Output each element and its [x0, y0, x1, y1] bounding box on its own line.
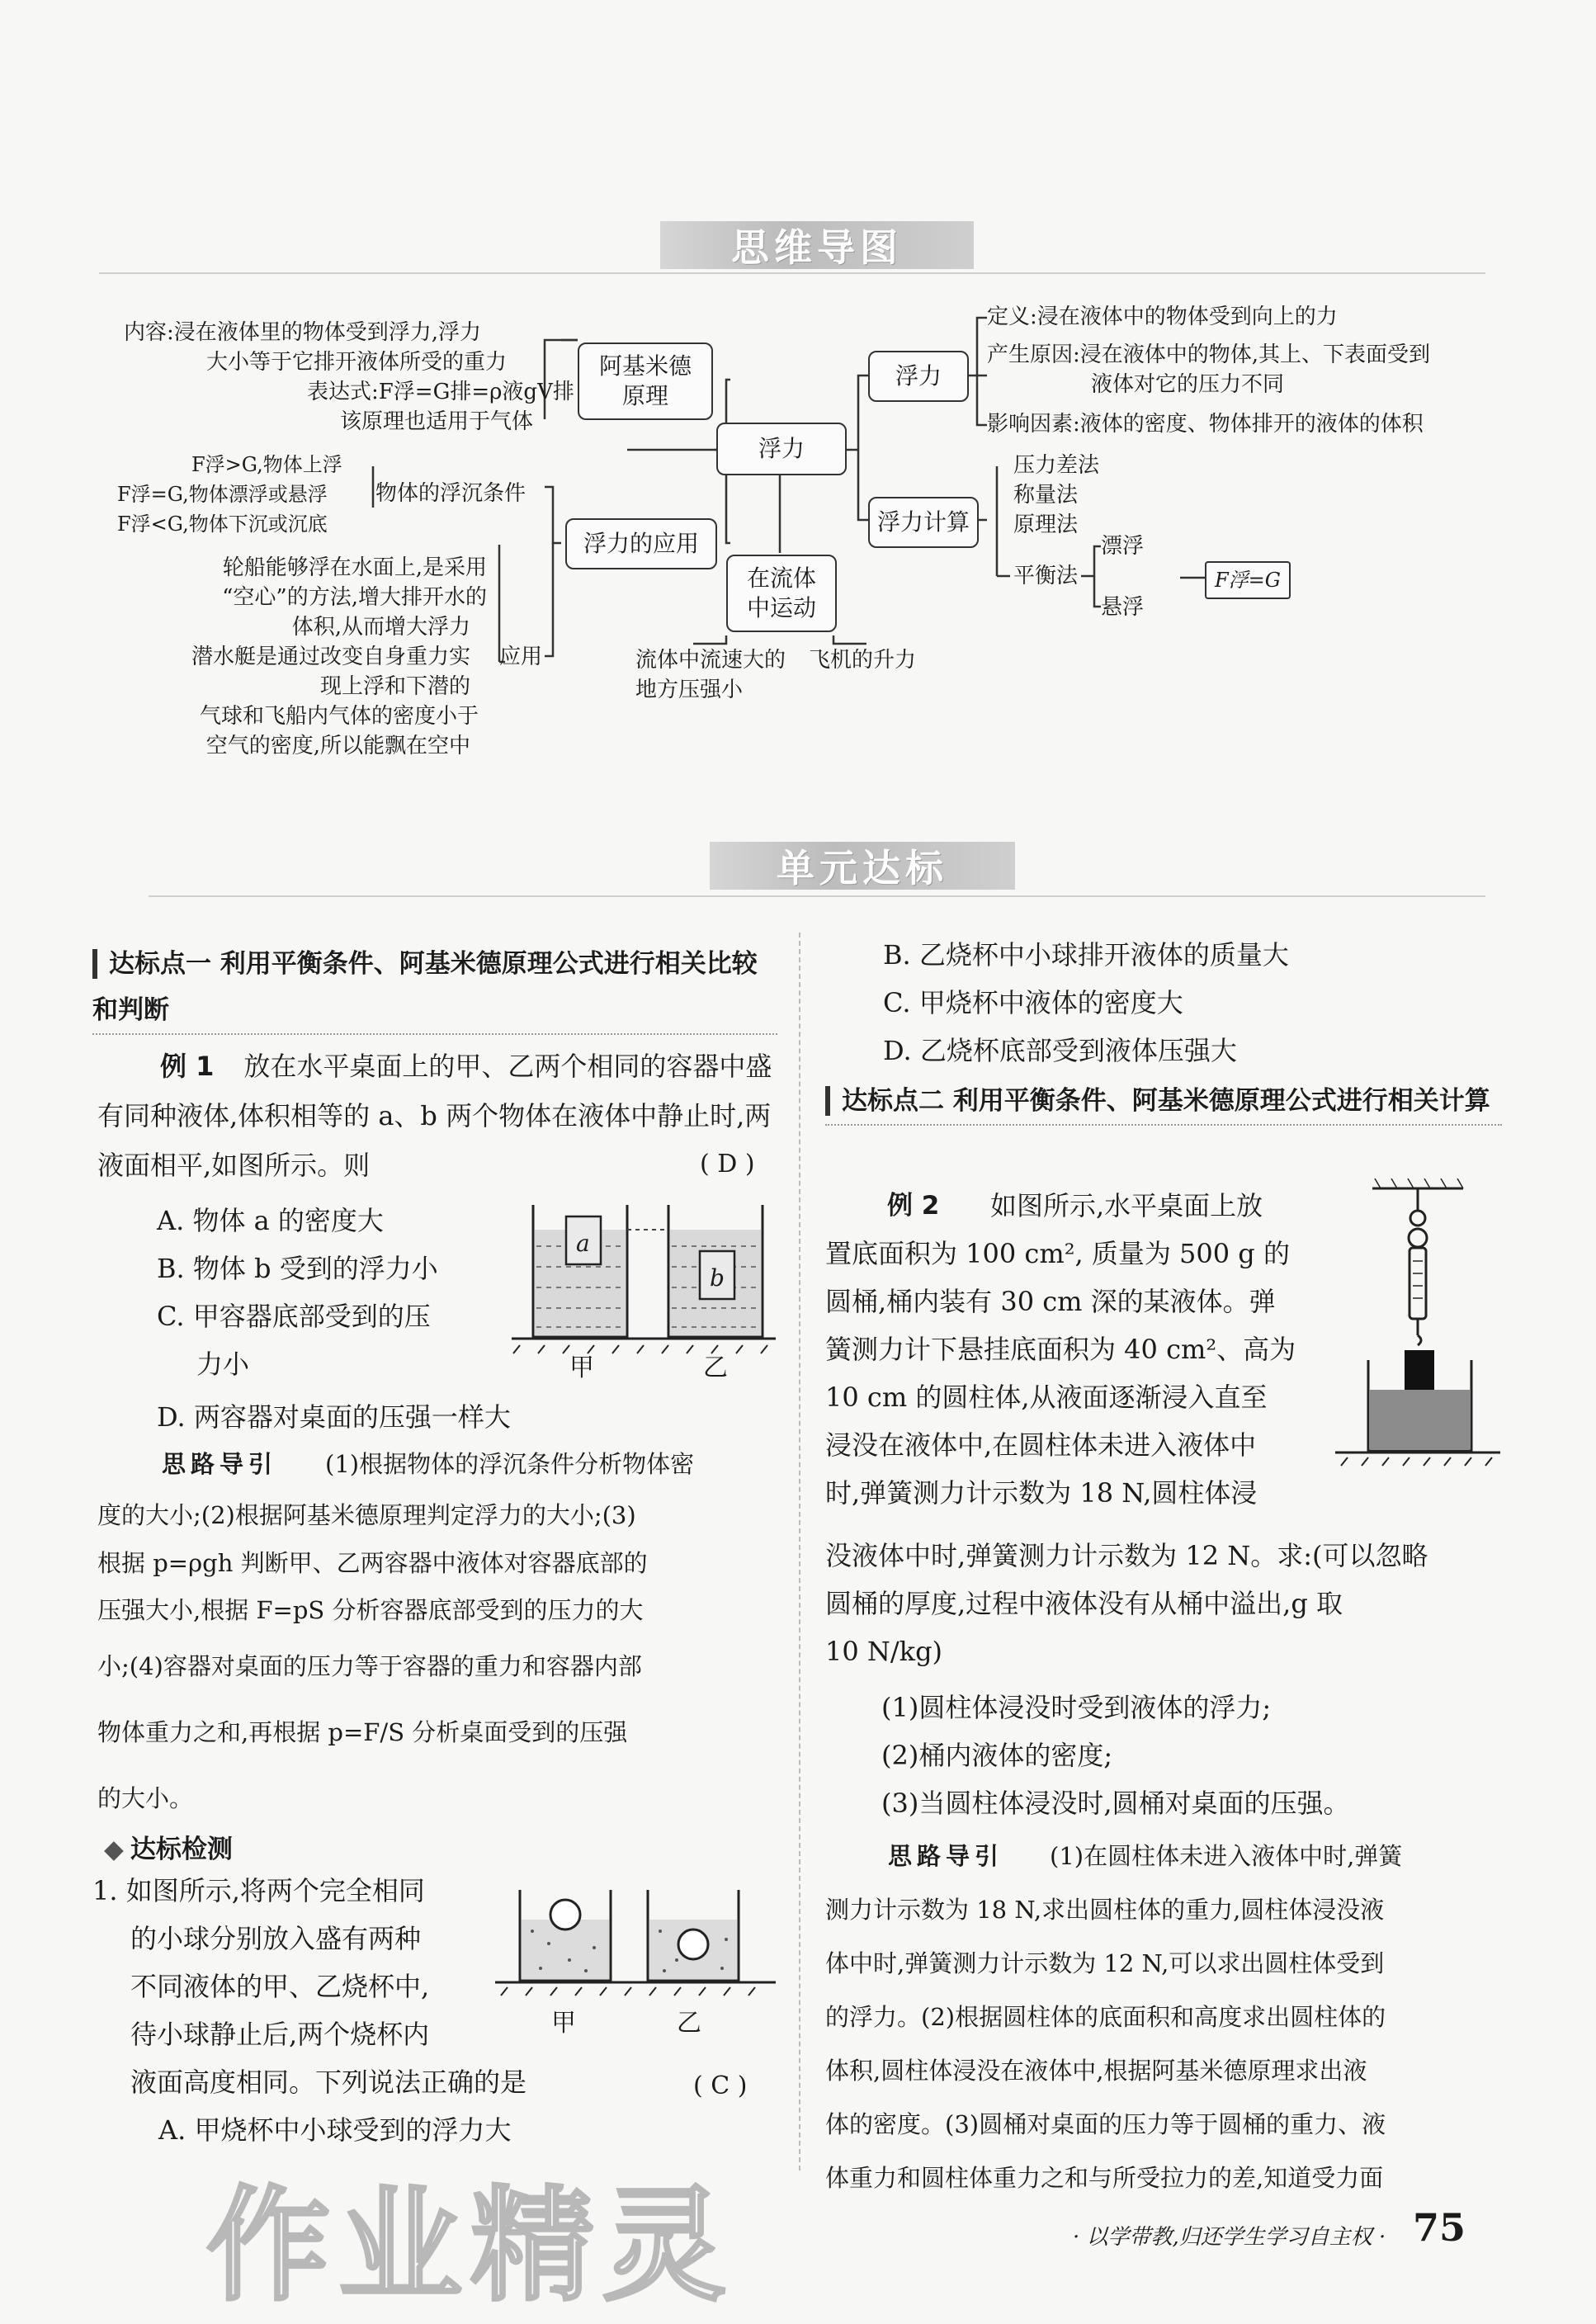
guide2-label: 思路导引: [888, 1842, 1004, 1870]
ex2-line-9: 圆桶的厚度,过程中液体没有从桶中溢出,g 取: [825, 1588, 1343, 1619]
ex1-opt-a: A. 物体 a 的密度大: [157, 1205, 384, 1236]
guide1-line-2: 度的大小;(2)根据阿基米德原理判定浮力的大小;(3): [97, 1501, 636, 1529]
fig1-a: a: [576, 1230, 590, 1257]
ex2-q3: (3)当圆柱体浸没时,圆桶对桌面的压强。: [881, 1788, 1350, 1819]
mm-archimedes-box: [578, 342, 713, 420]
fig3-spring-scale: [1335, 1179, 1500, 1500]
mm-balance-eq: F浮=G: [1215, 569, 1281, 592]
fig2-beakers: [495, 1882, 776, 2005]
guide2-line-2: 测力计示数为 18 N,求出圆柱体的重力,圆柱体浸没液: [825, 1896, 1385, 1924]
banner-mindmap-text: 思维导图: [731, 225, 903, 270]
q1-line-4: 待小球静止后,两个烧杯内: [130, 2019, 430, 2050]
ex2-line-8: 没液体中时,弹簧测力计示数为 12 N。求:(可以忽略: [825, 1540, 1428, 1571]
mm-apply-2: “空心”的方法,增大排开水的: [222, 585, 487, 610]
mm-calc-balance: 平衡法: [1013, 564, 1079, 588]
mm-apply-3: 体积,从而增大浮力: [291, 615, 470, 640]
mm-center-box: [716, 423, 847, 475]
guide1-line-7: 的大小。: [97, 1784, 194, 1812]
mm-cause2: 液体对它的压力不同: [1091, 372, 1285, 397]
guide1-label: 思路导引: [162, 1450, 278, 1478]
check-title-text: 达标检测: [130, 1835, 233, 1864]
banner-unit-text: 单元达标: [777, 846, 948, 890]
ex2-line-1: 如图所示,水平桌面上放: [990, 1190, 1263, 1221]
mm-arch-formula: 表达式:F浮=G排=ρ液gV排: [307, 380, 574, 404]
banner-rule-left: [99, 272, 1485, 274]
mm-apply-7: 空气的密度,所以能飘在空中: [205, 734, 470, 758]
mm-buoyancy-label: 浮力: [895, 362, 942, 390]
q1-opt-d: D. 乙烧杯底部受到液体压强大: [883, 1035, 1237, 1066]
mm-fluid-box: [726, 555, 837, 632]
ex1-opt-b: B. 物体 b 受到的浮力小: [157, 1253, 438, 1284]
ex1-opt-d: D. 两容器对桌面的压强一样大: [157, 1401, 511, 1433]
guide1-line-5: 小;(4)容器对桌面的压力等于容器的重力和容器内部: [97, 1652, 642, 1680]
guide2-line-3: 体中时,弹簧测力计示数为 12 N,可以求出圆柱体受到: [825, 1949, 1385, 1977]
ex1-answer: ( D ): [700, 1150, 755, 1179]
ex2-line-2: 置底面积为 100 cm², 质量为 500 g 的: [825, 1238, 1290, 1269]
fig1-containers: [512, 1197, 776, 1378]
mm-apply-6: 气球和飞船内气体的密度小于: [199, 704, 479, 729]
q1-opt-b: B. 乙烧杯中小球排开液体的质量大: [883, 939, 1289, 971]
footer-slogan: · 以学带教,归还学生学习自主权 ·: [1073, 2225, 1386, 2250]
q1-line-3: 不同液体的甲、乙烧杯中,: [130, 1971, 430, 2002]
section2-title: [825, 1078, 1502, 1126]
fig1-jia: 甲: [569, 1353, 594, 1382]
q1-answer: ( C ): [693, 2071, 748, 2100]
mm-apply-1: 轮船能够浮在水面上,是采用: [222, 555, 487, 580]
guide2-line-6: 体的密度。(3)圆桶对桌面的压力等于圆桶的重力、液: [825, 2110, 1386, 2138]
mm-center-label: 浮力: [758, 435, 805, 462]
mm-suspend: 悬浮: [1101, 595, 1145, 620]
mm-def: 定义:浸在液体中的物体受到向上的力: [987, 305, 1338, 329]
mm-calc-principle: 原理法: [1013, 513, 1079, 537]
ex2-q2: (2)桶内液体的密度;: [881, 1740, 1113, 1771]
mm-archimedes-label: 阿基米德原理: [598, 352, 692, 409]
mm-apply: 应用: [499, 645, 543, 669]
mm-cause1: 产生原因:浸在液体中的物体,其上、下表面受到: [987, 342, 1431, 367]
banner-mindmap: [660, 221, 974, 269]
diamond-icon: ◆: [104, 1835, 124, 1864]
check-title: [104, 1828, 233, 1865]
q1-opt-a: A. 甲烧杯中小球受到的浮力大: [158, 2114, 512, 2146]
ex1-opt-c: C. 甲容器底部受到的压: [157, 1301, 431, 1332]
fig1-yi: 乙: [703, 1353, 728, 1382]
column-divider: [799, 933, 800, 2170]
guide1-line-1: (1)根据物体的浮沉条件分析物体密: [325, 1450, 695, 1478]
ex2-line-6: 浸没在液体中,在圆柱体未进入液体中: [825, 1429, 1257, 1461]
mm-arch-content1: 内容:浸在液体里的物体受到浮力,浮力: [124, 320, 482, 345]
q1-line-2: 的小球分别放入盛有两种: [130, 1923, 422, 1954]
section2-title-text: 达标点二 利用平衡条件、阿基米德原理公式进行相关计算: [825, 1086, 1490, 1116]
fig1-b: b: [710, 1264, 725, 1292]
mm-application-box: [565, 518, 717, 569]
banner-rule-mid: [149, 895, 1485, 897]
ex2-line-3: 圆桶,桶内装有 30 cm 深的某液体。弹: [825, 1286, 1276, 1317]
mm-apply-4: 潜水艇是通过改变自身重力实: [191, 645, 470, 669]
mm-fluid2: 飞机的升力: [809, 648, 917, 673]
guide1-line-6: 物体重力之和,再根据 p=F/S 分析桌面受到的压强: [97, 1718, 628, 1746]
ex1-label: 例 1: [160, 1051, 215, 1082]
section1-title: [92, 941, 777, 1035]
mm-sink-cond: 物体的浮沉条件: [375, 481, 526, 506]
guide1-line-4: 压强大小,根据 F=pS 分析容器底部受到的压力的大: [97, 1596, 644, 1624]
mm-cond2: F浮=G,物体漂浮或悬浮: [117, 483, 328, 506]
mm-application-label: 浮力的应用: [583, 530, 699, 557]
fig2-yi: 乙: [677, 2009, 701, 2038]
mm-calc-box: [868, 497, 979, 548]
watermark: 作业精灵: [206, 2175, 735, 2318]
ex2-line-4: 簧测力计下悬挂底面积为 40 cm²、高为: [825, 1334, 1296, 1365]
mm-apply-5: 现上浮和下潜的: [319, 674, 470, 699]
ex2-q1: (1)圆柱体浸没时受到液体的浮力;: [881, 1692, 1272, 1723]
fig2-jia: 甲: [551, 2009, 576, 2038]
mm-arch-gas: 该原理也适用于气体: [340, 409, 534, 434]
guide2-line-1: (1)在圆柱体未进入液体中时,弹簧: [1050, 1842, 1403, 1870]
mm-fluid-label: 在流体中运动: [746, 564, 816, 621]
ex2-line-10: 10 N/kg): [825, 1636, 943, 1667]
mm-arch-content2: 大小等于它排开液体所受的重力: [206, 350, 508, 375]
page-number: 75: [1413, 2205, 1466, 2250]
guide2-line-7: 体重力和圆柱体重力之和与所受拉力的差,知道受力面: [825, 2164, 1384, 2192]
mm-factors: 影响因素:液体的密度、物体排开的液体的体积: [987, 412, 1424, 437]
section1-title-text: 达标点一 利用平衡条件、阿基米德原理公式进行相关比较和判断: [92, 949, 758, 1025]
mm-fluid1: 流体中流速大的地方压强小: [635, 648, 786, 702]
mm-calc-label: 浮力计算: [876, 508, 970, 536]
ex1-text: 放在水平桌面上的甲、乙两个相同的容器中盛有同种液体,体积相等的 a、b 两个物体在液体中静止时,两液面相平,如图所示。则: [97, 1051, 772, 1181]
guide2-line-4: 的浮力。(2)根据圆柱体的底面积和高度求出圆柱体的: [825, 2003, 1386, 2031]
guide2-line-5: 体积,圆柱体浸没在液体中,根据阿基米德原理求出液: [825, 2057, 1367, 2085]
guide1-line-3: 根据 p=ρgh 判断甲、乙两容器中液体对容器底部的: [97, 1549, 648, 1577]
q1-line-5: 液面高度相同。下列说法正确的是: [130, 2067, 527, 2098]
mm-buoyancy-box: [868, 351, 969, 402]
mm-calc-pressure: 压力差法: [1013, 453, 1100, 478]
ex2-line-5: 10 cm 的圆柱体,从液面逐渐浸入直至: [825, 1382, 1268, 1413]
ex1-opt-c2: 力小: [196, 1349, 250, 1380]
q1-line-1: 1. 如图所示,将两个完全相同: [92, 1875, 425, 1906]
ex2-label: 例 2: [887, 1191, 940, 1221]
mm-float: 漂浮: [1101, 534, 1145, 559]
mm-cond3: F浮<G,物体下沉或沉底: [117, 513, 328, 536]
mm-cond1: F浮>G,物体上浮: [191, 453, 342, 476]
mm-balance-eq-box: [1205, 561, 1291, 599]
mm-calc-weigh: 称量法: [1013, 483, 1079, 508]
ex2-line-7: 时,弹簧测力计示数为 18 N,圆柱体浸: [825, 1477, 1258, 1509]
banner-unit: [710, 842, 1015, 890]
ex1-block: [97, 1042, 782, 1190]
q1-opt-c: C. 甲烧杯中液体的密度大: [883, 987, 1183, 1018]
